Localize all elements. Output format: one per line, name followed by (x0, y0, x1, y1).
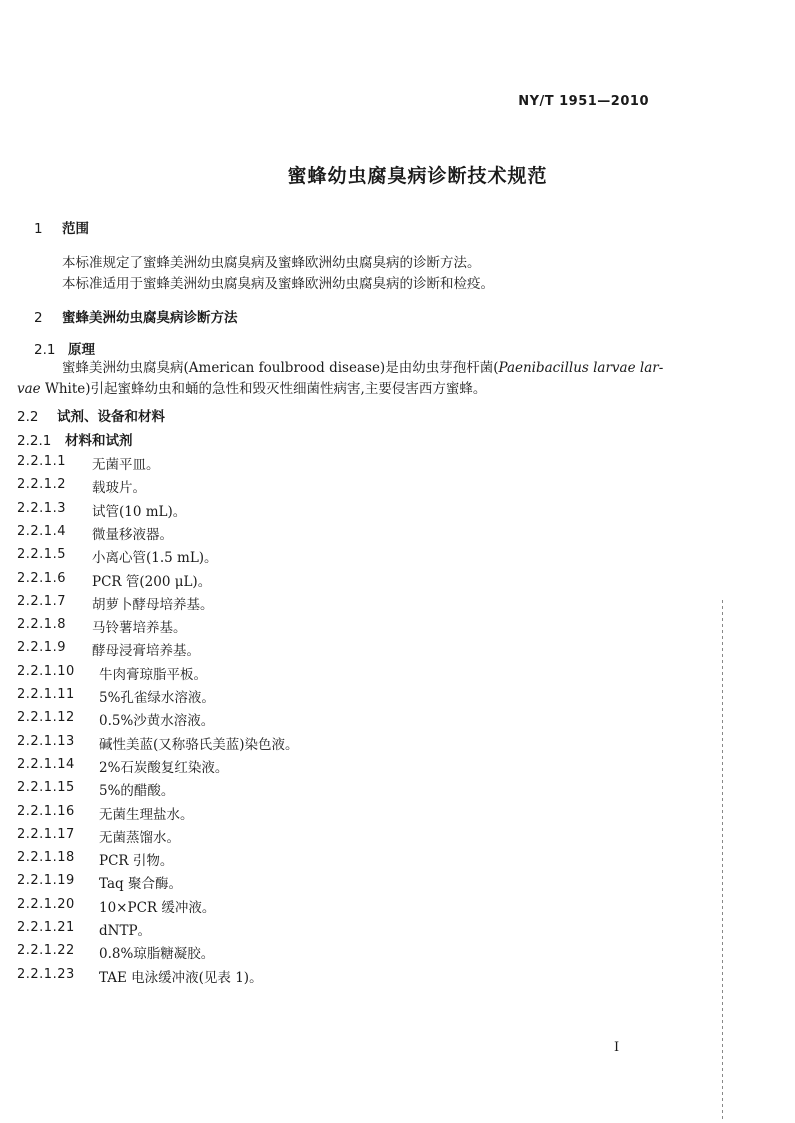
item-text: TAE 电泳缓冲液(见表 1)。 (99, 969, 263, 986)
scope-paragraph-2: 本标准适用于蜜蜂美洲幼虫腐臭病及蜜蜂欧洲幼虫腐臭病的诊断和检疫。 (62, 276, 494, 292)
list-item (17, 779, 175, 800)
section-1-heading (34, 217, 89, 237)
list-item (17, 966, 263, 986)
item-number: 2.2.1.1 (17, 454, 66, 469)
item-text: 微量移液器。 (92, 526, 173, 543)
species-name: Paenibacillus larvae lar- (498, 360, 664, 376)
section-title: 原理 (68, 342, 95, 358)
item-number: 2.2.1.16 (17, 803, 75, 819)
list-item (17, 919, 152, 939)
list-item (17, 942, 215, 963)
item-text: 牛肉膏琼脂平板。 (99, 666, 207, 683)
item-text: dNTP。 (99, 923, 152, 939)
section-2-heading (34, 306, 238, 326)
section-2-2-heading (17, 405, 165, 425)
item-text: 载玻片。 (92, 480, 146, 497)
principle-text: 蜜蜂美洲幼虫腐臭病(American foulbrood disease)是由幼虫芽孢杆菌( (62, 360, 499, 376)
document-title: 蜜蜂幼虫腐臭病诊断技术规范 (287, 165, 548, 187)
item-number: 2.2.1.3 (17, 500, 66, 516)
item-text: PCR 管(200 μL)。 (92, 573, 212, 590)
item-text: 马铃薯培养基。 (92, 620, 187, 637)
item-text: 酵母浸膏培养基。 (92, 643, 200, 660)
item-number: 2.2.1.21 (17, 920, 75, 935)
list-item (17, 872, 182, 893)
principle-paragraph-line-2 (17, 379, 486, 399)
section-number: 2 (34, 310, 43, 326)
item-number: 2.2.1.9 (17, 640, 66, 656)
item-number: 2.2.1.13 (17, 733, 75, 749)
page-number: I (614, 1040, 620, 1055)
section-title: 材料和试剂 (65, 433, 133, 449)
item-text: 5%的醋酸。 (99, 783, 175, 800)
item-text: 2%石炭酸复红染液。 (99, 759, 229, 776)
item-number: 2.2.1.4 (17, 523, 66, 539)
section-2-2-1-heading (17, 429, 133, 449)
item-number: 2.2.1.12 (17, 710, 75, 726)
principle-text-continued: White)引起蜜蜂幼虫和蛹的急性和毁灭性细菌性病害,主要侵害西方蜜蜂。 (40, 381, 487, 397)
principle-paragraph-line-1 (62, 358, 663, 378)
list-item (17, 570, 212, 590)
list-item (17, 593, 214, 613)
section-number: 2.2.1 (17, 433, 52, 449)
item-number: 2.2.1.7 (17, 593, 66, 609)
item-text: 0.8%琼脂糖凝胶。 (99, 946, 215, 963)
item-text: 10×PCR 缓冲液。 (99, 899, 216, 916)
item-number: 2.2.1.5 (17, 547, 66, 563)
item-text: 无菌平皿。 (92, 457, 160, 473)
item-text: 胡萝卜酵母培养基。 (92, 596, 214, 613)
list-item (17, 663, 207, 683)
list-item (17, 733, 299, 753)
list-item (17, 500, 187, 520)
item-text: 小离心管(1.5 mL)。 (92, 550, 218, 567)
item-text: 无菌生理盐水。 (99, 806, 194, 823)
item-text: PCR 引物。 (99, 853, 174, 870)
list-item (17, 686, 215, 706)
scan-artifact-line (722, 600, 723, 1120)
scope-paragraph-1: 本标准规定了蜜蜂美洲幼虫腐臭病及蜜蜂欧洲幼虫腐臭病的诊断方法。 (62, 255, 481, 271)
item-number: 2.2.1.2 (17, 477, 66, 493)
item-number: 2.2.1.22 (17, 943, 75, 959)
list-item (17, 639, 200, 660)
item-number: 2.2.1.23 (17, 966, 75, 982)
item-number: 2.2.1.6 (17, 570, 66, 586)
item-number: 2.2.1.11 (17, 687, 75, 702)
list-item (17, 523, 173, 543)
list-item (17, 476, 146, 497)
item-number: 2.2.1.15 (17, 780, 75, 796)
list-item (17, 546, 218, 567)
list-item (17, 756, 229, 776)
section-title: 蜜蜂美洲幼虫腐臭病诊断方法 (62, 310, 238, 326)
item-number: 2.2.1.8 (17, 617, 66, 633)
item-number: 2.2.1.17 (17, 826, 75, 842)
list-item (17, 826, 180, 846)
section-2-1-heading (34, 338, 95, 358)
section-number: 2.2 (17, 409, 39, 425)
standard-code: NY/T 1951—2010 (518, 94, 649, 109)
list-item (17, 896, 216, 916)
section-title: 试剂、设备和材料 (57, 409, 165, 425)
item-text: 无菌蒸馏水。 (99, 829, 180, 846)
item-text: 5%孔雀绿水溶液。 (99, 690, 215, 706)
list-item (17, 709, 215, 730)
list-item (17, 453, 160, 473)
section-number: 1 (34, 221, 43, 237)
species-name-continued: vae (17, 381, 41, 397)
item-text: 试管(10 mL)。 (92, 503, 187, 520)
item-text: Taq 聚合酶。 (99, 876, 182, 893)
item-number: 2.2.1.14 (17, 756, 75, 772)
list-item (17, 616, 187, 637)
item-number: 2.2.1.18 (17, 850, 75, 866)
list-item (17, 849, 174, 870)
item-number: 2.2.1.20 (17, 896, 75, 912)
section-title: 范围 (62, 221, 89, 237)
item-text: 0.5%沙黄水溶液。 (99, 713, 215, 730)
item-text: 碱性美蓝(又称骆氏美蓝)染色液。 (99, 736, 299, 753)
item-number: 2.2.1.10 (17, 663, 75, 679)
item-number: 2.2.1.19 (17, 873, 75, 889)
list-item (17, 803, 194, 823)
section-number: 2.1 (34, 342, 56, 358)
